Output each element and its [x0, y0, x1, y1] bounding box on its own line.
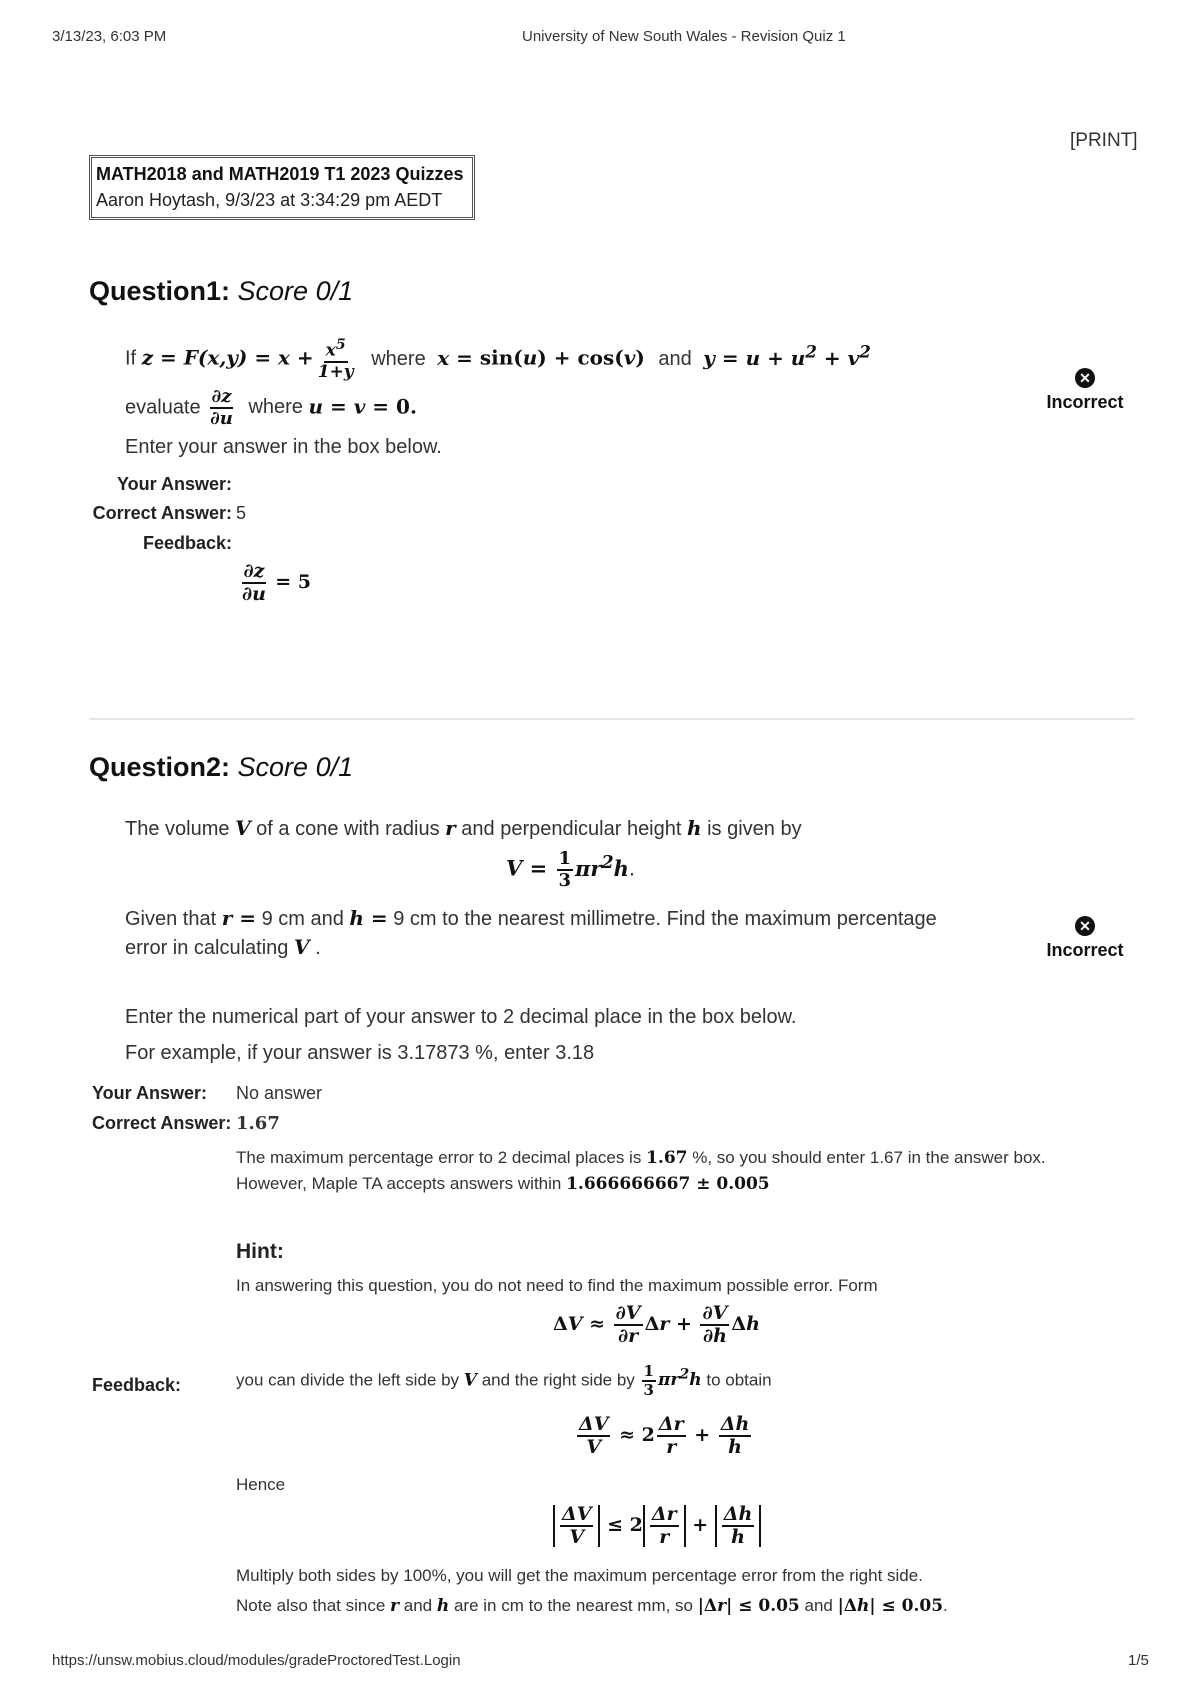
incorrect-icon: ✕ — [1075, 916, 1095, 936]
question-2-your-answer: No answer — [236, 1083, 323, 1103]
question-2-instruction-2: For example, if your answer is 3.17873 %, enter 3.18 — [125, 1042, 595, 1064]
question-2-correct-answer-label: Correct Answer: — [92, 1113, 232, 1133]
absolute-error-inequality: $\frac{\Delta V}{V}$ ≤ 2 $\frac{\Delta r}{r}$ + $\frac{\Delta h}{h}$ — [553, 1505, 761, 1547]
hence-text: Hence — [236, 1475, 286, 1494]
relative-error-formula: $\frac{\Delta V}{V}$ ≈ 2 $\frac{\Delta r}{r}$ + $\frac{\Delta h}{h}$ — [579, 1413, 750, 1458]
question-1-title: Question1: Score 0/1 — [89, 276, 354, 306]
question-2-score: Score 0/1 — [237, 752, 354, 782]
question-2-your-answer-label: Your Answer: — [92, 1083, 208, 1103]
print-page-number: 1/5 — [1128, 1652, 1149, 1669]
question-2-status: ✕ Incorrect — [1046, 918, 1124, 960]
question-1-feedback-formula: $\frac{\partial z}{\partial u}$ = 5 — [242, 560, 312, 605]
question-1-your-answer-label: Your Answer: — [116, 474, 232, 494]
question-2-correct-answer: 1.67 — [236, 1113, 280, 1134]
feedback-line-2: However, Maple TA accepts answers within 1.666666667 ± 0.005 — [236, 1174, 770, 1194]
cone-volume-formula: V = $\frac{1}{3}$ $\pi r^2h$. — [506, 848, 635, 891]
question-2-line-1: The volume V of a cone with radius r and perpendicular height h is given by — [125, 816, 802, 840]
question-1-line-1: If z = F(x,y) = x + $\frac{x^5}{1+y}$ where x = sin(u) + cos(v) and $y = u + u^2 + v^2$ — [125, 337, 871, 382]
note-text: Note also that since r and h are in cm to the nearest mm, so |Δr| ≤ 0.05 and |Δh| ≤ 0.05. — [236, 1596, 948, 1616]
question-1-correct-answer-label: Correct Answer: — [92, 503, 232, 523]
quiz-info-box — [89, 155, 475, 220]
print-page-title: University of New South Wales - Revision Quiz 1 — [522, 28, 846, 45]
question-2-feedback-label: Feedback: — [92, 1375, 182, 1395]
hint-title: Hint: — [236, 1240, 284, 1263]
question-1-status: ✕ Incorrect — [1046, 370, 1124, 412]
course-title: MATH2018 and MATH2019 T1 2023 Quizzes — [96, 164, 464, 184]
incorrect-icon: ✕ — [1075, 368, 1095, 388]
question-2-line-3: error in calculating V . — [125, 935, 321, 959]
multiply-text: Multiply both sides by 100%, you will get the maximum percentage error from the right side. — [236, 1566, 923, 1585]
question-1-score: Score 0/1 — [237, 276, 354, 306]
hint-line-1: In answering this question, you do not need to find the maximum possible error. Form — [236, 1276, 878, 1295]
print-link[interactable]: [PRINT] — [1070, 130, 1138, 151]
question-2-title: Question2: Score 0/1 — [89, 752, 354, 782]
question-1-correct-answer: 5 — [236, 503, 247, 523]
question-divider — [89, 718, 1135, 720]
feedback-line-1: The maximum percentage error to 2 decimal places is 1.67 %, so you should enter 1.67 in the answer box. — [236, 1148, 1046, 1168]
question-2-line-2: Given that r = 9 cm and h = 9 cm to the nearest millimetre. Find the maximum percentage — [125, 906, 937, 930]
hint-line-2: you can divide the left side by V and the right side by $\frac{1}{3}$ $\pi r^2h$ to obtain — [236, 1362, 772, 1399]
delta-v-formula: ΔV ≈ $\frac{\partial V}{\partial r}$ Δr + $\frac{\partial V}{\partial h}$ Δh — [553, 1302, 760, 1347]
print-url: https://unsw.mobius.cloud/modules/gradeProctoredTest.Login — [52, 1652, 461, 1669]
student-info: Aaron Hoytash, 9/3/23 at 3:34:29 pm AEDT — [96, 190, 443, 210]
question-1-line-2: evaluate $\frac{\partial z}{\partial u}$ where u = v = 0. — [125, 386, 417, 429]
question-1-feedback-label: Feedback: — [142, 533, 232, 553]
question-1-instruction: Enter your answer in the box below. — [125, 436, 442, 458]
print-datetime: 3/13/23, 6:03 PM — [52, 28, 167, 45]
question-2-instruction-1: Enter the numerical part of your answer to 2 decimal place in the box below. — [125, 1006, 797, 1028]
